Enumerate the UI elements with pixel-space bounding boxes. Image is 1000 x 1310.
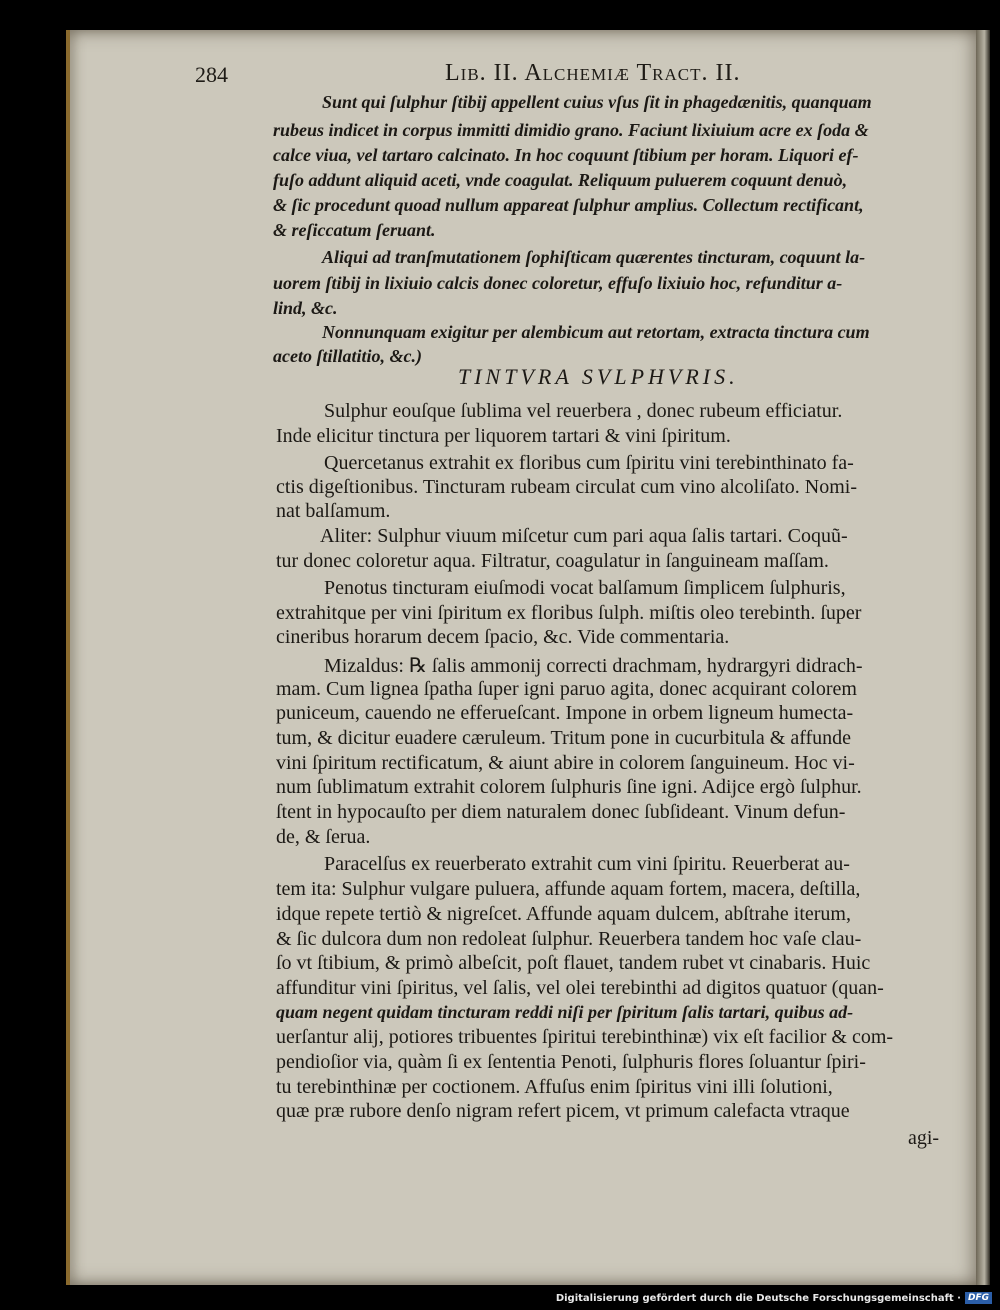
text-line: vini ſpiritum rectificatum, & aiunt abire in colorem ſanguineum. Hoc vi- (276, 752, 855, 774)
text-line: Sulphur eouſque ſublima vel reuerbera , donec rubeum efficiatur. (324, 400, 843, 422)
text-line: puniceum, cauendo ne efferueſcant. Impone in orbem ligneum humecta- (276, 702, 854, 724)
text-line: num ſublimatum extrahit colorem ſulphuris ſine igni. Adijce ergò ſulphur. (276, 776, 862, 798)
credit-text: Digitalisierung gefördert durch die Deutsche Forschungsgemeinschaft · (555, 1292, 961, 1304)
section-title: TINTVRA SVLPHVRIS. (458, 364, 739, 389)
text-line: Mizaldus: ℞ ſalis ammonij correcti drachmam, hydrargyri didrach- (324, 655, 863, 677)
text-line: mam. Cum lignea ſpatha ſuper igni paruo agita, donec acquirant colorem (276, 678, 857, 700)
text-line: Quercetanus extrahit ex floribus cum ſpiritu vini terebinthinato fa- (324, 452, 854, 474)
page-number: 284 (195, 62, 228, 87)
text-line: ctis digeſtionibus. Tincturam rubeam circulat cum vino alcoliſato. Nomi- (276, 476, 858, 498)
text-line: & ſic procedunt quoad nullum appareat ſulphur amplius. Collectum rectificant, (273, 195, 864, 215)
text-line: cineribus horarum decem ſpacio, &c. Vide commentaria. (276, 626, 730, 648)
footer-credit (556, 1290, 992, 1306)
text-line: Sunt qui ſulphur ſtibij appellent cuius vſus ſit in phagedænitis, quanquam (322, 92, 872, 112)
text-line: tu terebinthinæ per coctionem. Affuſus enim ſpiritus vini illi ſolutioni, (276, 1076, 833, 1098)
text-line: & ſic dulcora dum non redoleat ſulphur. Reuerbera tandem hoc vaſe clau- (276, 928, 862, 950)
text-line: pendioſior via, quàm ſi ex ſententia Penoti, ſulphuris flores ſoluantur ſpiri- (276, 1051, 866, 1073)
text-line: Inde elicitur tinctura per liquorem tartari & vini ſpiritum. (276, 425, 731, 447)
text-line: rubeus indicet in corpus immitti dimidio grano. Faciunt lixiuium acre ex ſoda & (273, 120, 869, 140)
text-line: aceto ſtillatitio, &c.) (273, 346, 422, 366)
text-line: agi- (908, 1127, 940, 1149)
text-line: uorem ſtibij in lixiuio calcis donec coloretur, effuſo lixiuio hoc, refunditur a- (273, 273, 843, 293)
page-gutter-shadow (976, 30, 990, 1285)
text-line: ſtent in hypocauſto per diem naturalem donec ſubſideant. Vinum defun- (276, 801, 846, 823)
dfg-logo: DFG (965, 1292, 992, 1304)
running-header (0, 62, 1000, 88)
text-line: affunditur vini ſpiritus, vel ſalis, vel olei terebinthi ad digitos quatuor (quan- (276, 977, 884, 999)
text-line: fuſo addunt aliquid aceti, vnde coagulat. Reliquum puluerem coquunt denuò, (273, 170, 848, 190)
text-line: nat balſamum. (276, 500, 391, 522)
text-line: tem ita: Sulphur vulgare puluera, affunde aquam fortem, macera, deſtilla, (276, 878, 861, 900)
running-title: Lib. II. Alchemiæ Tract. II. (445, 60, 741, 86)
text-line: idque repete tertiò & nigreſcet. Affunde aquam dulcem, abſtrahe iterum, (276, 903, 851, 925)
text-line: quam negent quidam tincturam reddi niſi per ſpiritum ſalis tartari, quibus ad- (276, 1002, 854, 1022)
text-line: lind, &c. (273, 298, 338, 318)
text-line: extrahitque per vini ſpiritum ex floribus ſulph. miſtis oleo terebinth. ſuper (276, 602, 862, 624)
text-line: Nonnunquam exigitur per alembicum aut retortam, extracta tinctura cum (322, 322, 870, 342)
text-line: uerſantur alij, potiores tribuentes ſpiritui terebinthinæ) vix eſt facilior & com- (276, 1026, 894, 1048)
text-line: Paracelſus ex reuerberato extrahit cum vini ſpiritu. Reuerberat au- (324, 853, 850, 875)
text-line: Aliqui ad tranſmutationem ſophiſticam quærentes tincturam, coquunt la- (322, 247, 866, 267)
text-line: tum, & dicitur euadere cæruleum. Tritum pone in cucurbitula & affunde (276, 727, 852, 749)
text-line: quæ præ rubore denſo nigram refert picem, vt primum calefacta vtraque (276, 1100, 850, 1122)
text-line: de, & ſerua. (276, 826, 371, 848)
text-line: & reſiccatum ſeruant. (273, 220, 436, 240)
text-line: Penotus tincturam eiuſmodi vocat balſamum ſimplicem ſulphuris, (324, 577, 846, 599)
text-line: tur donec coloretur aqua. Filtratur, coagulatur in ſanguineam maſſam. (276, 550, 829, 572)
text-line: Aliter: Sulphur viuum miſcetur cum pari aqua ſalis tartari. Coquũ- (320, 525, 848, 547)
text-line: calce viua, vel tartaro calcinato. In hoc coquunt ſtibium per horam. Liquori ef- (273, 145, 859, 165)
text-line: ſo vt ſtibium, & primò albeſcit, poſt flauet, tandem rubet vt cinabaris. Huic (276, 952, 871, 974)
